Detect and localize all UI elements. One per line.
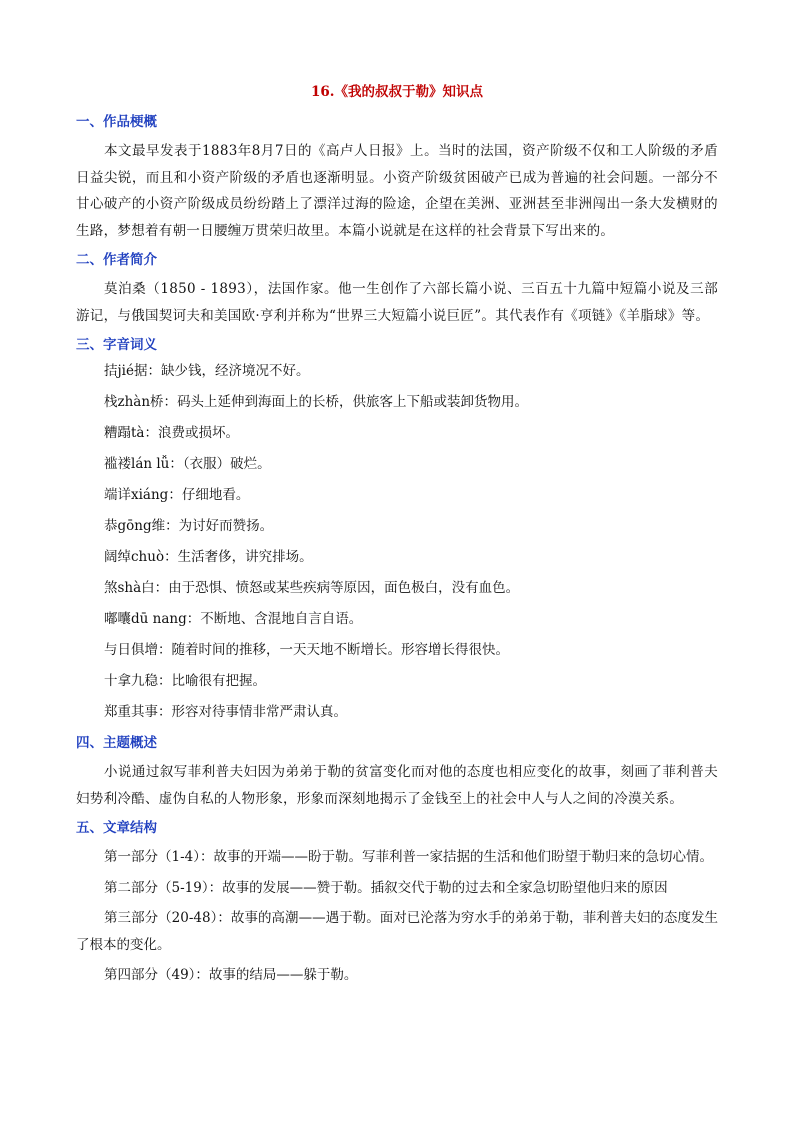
vocab-term: 阔绰chuò： [104, 549, 178, 565]
vocab-term: 与日俱增： [104, 642, 172, 658]
vocab-term: 嘟囔dū nang： [104, 611, 201, 627]
vocab-item [76, 423, 718, 443]
vocab-definition: 生活奢侈，讲究排场。 [177, 549, 313, 565]
vocab-item [76, 392, 718, 412]
vocab-item [76, 361, 718, 381]
section-heading: 四、主题概述 [76, 735, 157, 751]
vocab-term: 煞shà白： [104, 580, 169, 596]
section-vocabulary [76, 335, 718, 722]
vocab-item [76, 671, 718, 691]
vocab-definition: 比喻很有把握。 [171, 673, 266, 689]
vocab-item [76, 516, 718, 536]
vocab-definition: 不断地、含混地自言自语。 [200, 611, 363, 627]
vocab-term: 十拿九稳： [104, 673, 172, 689]
structure-part: 第二部分（5-19）：故事的发展——赞于勒。插叙交代于勒的过去和全家急切盼望他归来的原因 [104, 879, 668, 896]
vocab-definition: 由于恐惧、愤怒或某些疾病等原因，面色极白，没有血色。 [168, 580, 520, 596]
vocab-item [76, 485, 718, 505]
vocab-item [76, 609, 718, 629]
section-heading: 五、文章结构 [76, 820, 157, 836]
vocab-term: 恭gōng维： [104, 518, 179, 534]
structure-part: 第四部分（49）：故事的结局——躲于勒。 [104, 967, 358, 983]
section-paragraph: 小说通过叙写菲利普夫妇因为弟弟于勒的贫富变化而对他的态度也相应变化的故事，刻画了菲利普夫妇势利冷酷、虚伪自私的人物形象，形象而深刻地揭示了金钱至上的社会中人与人之间的冷漠关系。 [76, 764, 718, 807]
section-structure [76, 818, 718, 989]
vocab-definition: （衣服）破烂。 [182, 456, 271, 472]
structure-part: 第一部分（1-4）：故事的开端——盼于勒。写菲利普一家拮据的生活和他们盼望于勒归来的急切心情。 [104, 849, 713, 865]
vocab-definition: 浪费或损坏。 [157, 425, 239, 441]
vocab-definition: 码头上延伸到海面上的长桥，供旅客上下船或装卸货物用。 [177, 394, 529, 410]
document-content [76, 82, 718, 995]
document-title: 16.《我的叔叔于勒》知识点 [311, 84, 483, 100]
section-heading: 二、作者简介 [76, 252, 157, 268]
vocab-term: 栈zhàn桥： [104, 394, 178, 410]
vocab-term: 郑重其事： [104, 704, 172, 720]
vocab-definition: 仔细地看。 [181, 487, 250, 503]
vocab-item [76, 454, 718, 474]
vocab-definition: 随着时间的推移，一天天地不断增长。形容增长得很快。 [171, 642, 509, 658]
vocab-definition: 缺少钱，经济境况不好。 [161, 363, 310, 379]
vocab-term: 糟蹋tà： [104, 425, 158, 441]
vocab-item [76, 702, 718, 722]
section-theme [76, 733, 718, 812]
vocab-term: 端详xiáng： [104, 487, 182, 503]
structure-part: 第三部分（20-48）：故事的高潮——遇于勒。面对已沦落为穷水手的弟弟于勒，菲利普夫妇的态度发生了根本的变化。 [76, 910, 718, 953]
section-heading: 一、作品梗概 [76, 114, 157, 130]
vocab-term: 褴褛lán lǚ： [104, 456, 183, 472]
section-synopsis [76, 112, 718, 244]
section-author [76, 250, 718, 329]
vocab-term: 拮jié据： [104, 363, 161, 379]
vocab-definition: 形容对待事情非常严肃认真。 [171, 704, 347, 720]
section-paragraph: 本文最早发表于1883年8月7日的《高卢人日报》上。当时的法国，资产阶级不仅和工人阶级的矛盾日益尖锐，而且和小资产阶级的矛盾也逐渐明显。小资产阶级贫困破产已成为普遍的社会问题。一部分不甘心破产的小资产阶级成员纷纷踏上了漂洋过海的险途，企望在美洲、亚洲甚至非洲闯出一条大发横财的生路，梦想着有朝一日腰缠万贯荣归故里。本篇小说就是在这样的社会背景下写出来的。 [76, 143, 718, 239]
vocab-item [76, 640, 718, 660]
vocab-item [76, 578, 718, 598]
vocab-definition: 为讨好而赞扬。 [178, 518, 274, 534]
vocab-item [76, 547, 718, 567]
section-heading: 三、字音词义 [76, 337, 157, 353]
section-paragraph: 莫泊桑（1850 - 1893），法国作家。他一生创作了六部长篇小说、三百五十九篇中短篇小说及三部游记，与俄国契诃夫和美国欧·亨利并称为“世界三大短篇小说巨匠”。其代表作有《项链》《羊脂球》等。 [76, 281, 718, 324]
